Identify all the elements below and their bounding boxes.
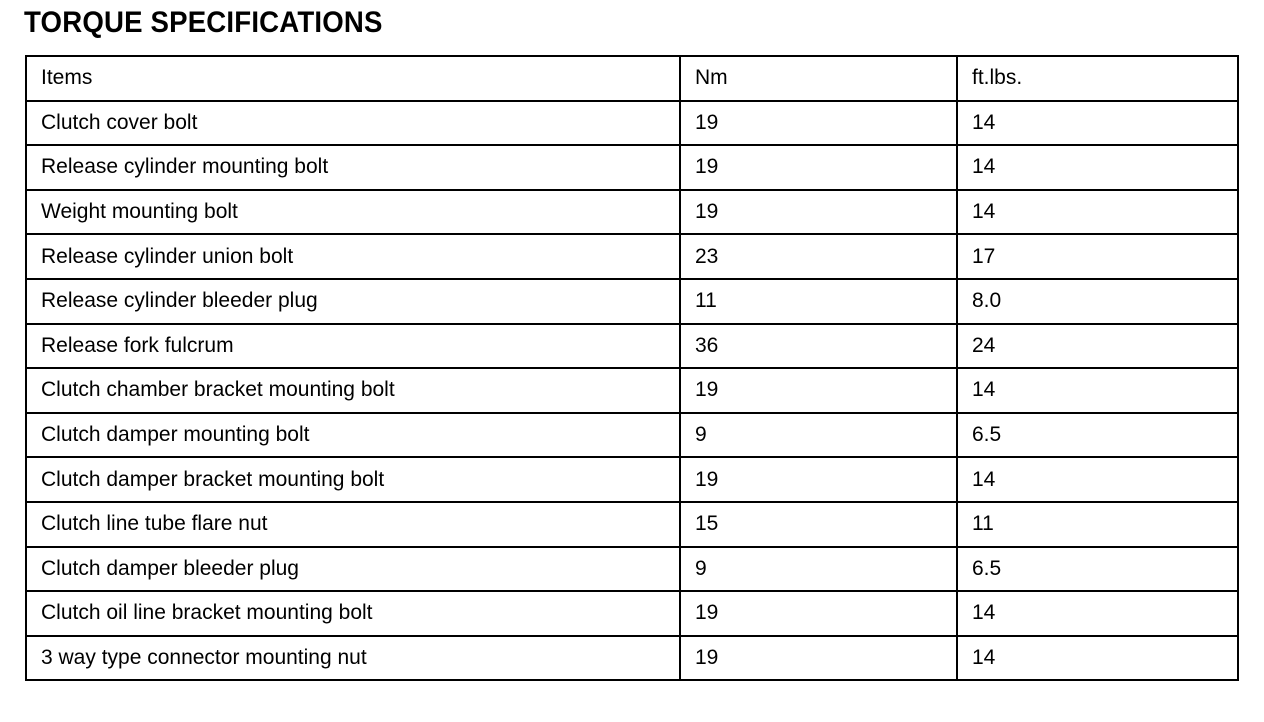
ft-lbs-cell: 8.0: [957, 279, 1238, 324]
table-body: [26, 101, 1238, 681]
ft-lbs-cell: 14: [957, 591, 1238, 636]
table-row: [26, 502, 1238, 547]
table-row: [26, 547, 1238, 592]
header-nm: Nm: [680, 56, 957, 101]
ft-lbs-cell: 6.5: [957, 547, 1238, 592]
table-row: [26, 413, 1238, 458]
nm-cell: 36: [680, 324, 957, 369]
table-row: [26, 368, 1238, 413]
ft-lbs-cell: 14: [957, 636, 1238, 681]
item-cell: Clutch damper bleeder plug: [26, 547, 680, 592]
table-row: [26, 234, 1238, 279]
torque-spec-table: [25, 55, 1239, 681]
table-row: [26, 457, 1238, 502]
header-items: Items: [26, 56, 680, 101]
ft-lbs-cell: 14: [957, 101, 1238, 146]
page-title: TORQUE SPECIFICATIONS: [24, 6, 383, 39]
item-cell: Clutch line tube flare nut: [26, 502, 680, 547]
ft-lbs-cell: 14: [957, 368, 1238, 413]
nm-cell: 19: [680, 368, 957, 413]
item-cell: Weight mounting bolt: [26, 190, 680, 235]
header-row: [26, 56, 1238, 101]
ft-lbs-cell: 14: [957, 457, 1238, 502]
table-row: [26, 145, 1238, 190]
table-row: [26, 190, 1238, 235]
nm-cell: 19: [680, 190, 957, 235]
table-row: [26, 591, 1238, 636]
item-cell: Clutch damper mounting bolt: [26, 413, 680, 458]
table-row: [26, 279, 1238, 324]
item-cell: Clutch chamber bracket mounting bolt: [26, 368, 680, 413]
nm-cell: 9: [680, 547, 957, 592]
ft-lbs-cell: 6.5: [957, 413, 1238, 458]
table-row: [26, 636, 1238, 681]
nm-cell: 19: [680, 591, 957, 636]
nm-cell: 19: [680, 636, 957, 681]
table-row: [26, 324, 1238, 369]
table-header: [26, 56, 1238, 101]
item-cell: Release cylinder union bolt: [26, 234, 680, 279]
ft-lbs-cell: 11: [957, 502, 1238, 547]
ft-lbs-cell: 17: [957, 234, 1238, 279]
item-cell: Clutch damper bracket mounting bolt: [26, 457, 680, 502]
nm-cell: 19: [680, 101, 957, 146]
ft-lbs-cell: 24: [957, 324, 1238, 369]
nm-cell: 11: [680, 279, 957, 324]
item-cell: Release cylinder mounting bolt: [26, 145, 680, 190]
nm-cell: 9: [680, 413, 957, 458]
item-cell: Clutch cover bolt: [26, 101, 680, 146]
item-cell: 3 way type connector mounting nut: [26, 636, 680, 681]
item-cell: Clutch oil line bracket mounting bolt: [26, 591, 680, 636]
header-ft-lbs: ft.lbs.: [957, 56, 1238, 101]
ft-lbs-cell: 14: [957, 145, 1238, 190]
nm-cell: 19: [680, 457, 957, 502]
ft-lbs-cell: 14: [957, 190, 1238, 235]
nm-cell: 15: [680, 502, 957, 547]
nm-cell: 23: [680, 234, 957, 279]
nm-cell: 19: [680, 145, 957, 190]
table-row: [26, 101, 1238, 146]
item-cell: Release fork fulcrum: [26, 324, 680, 369]
item-cell: Release cylinder bleeder plug: [26, 279, 680, 324]
